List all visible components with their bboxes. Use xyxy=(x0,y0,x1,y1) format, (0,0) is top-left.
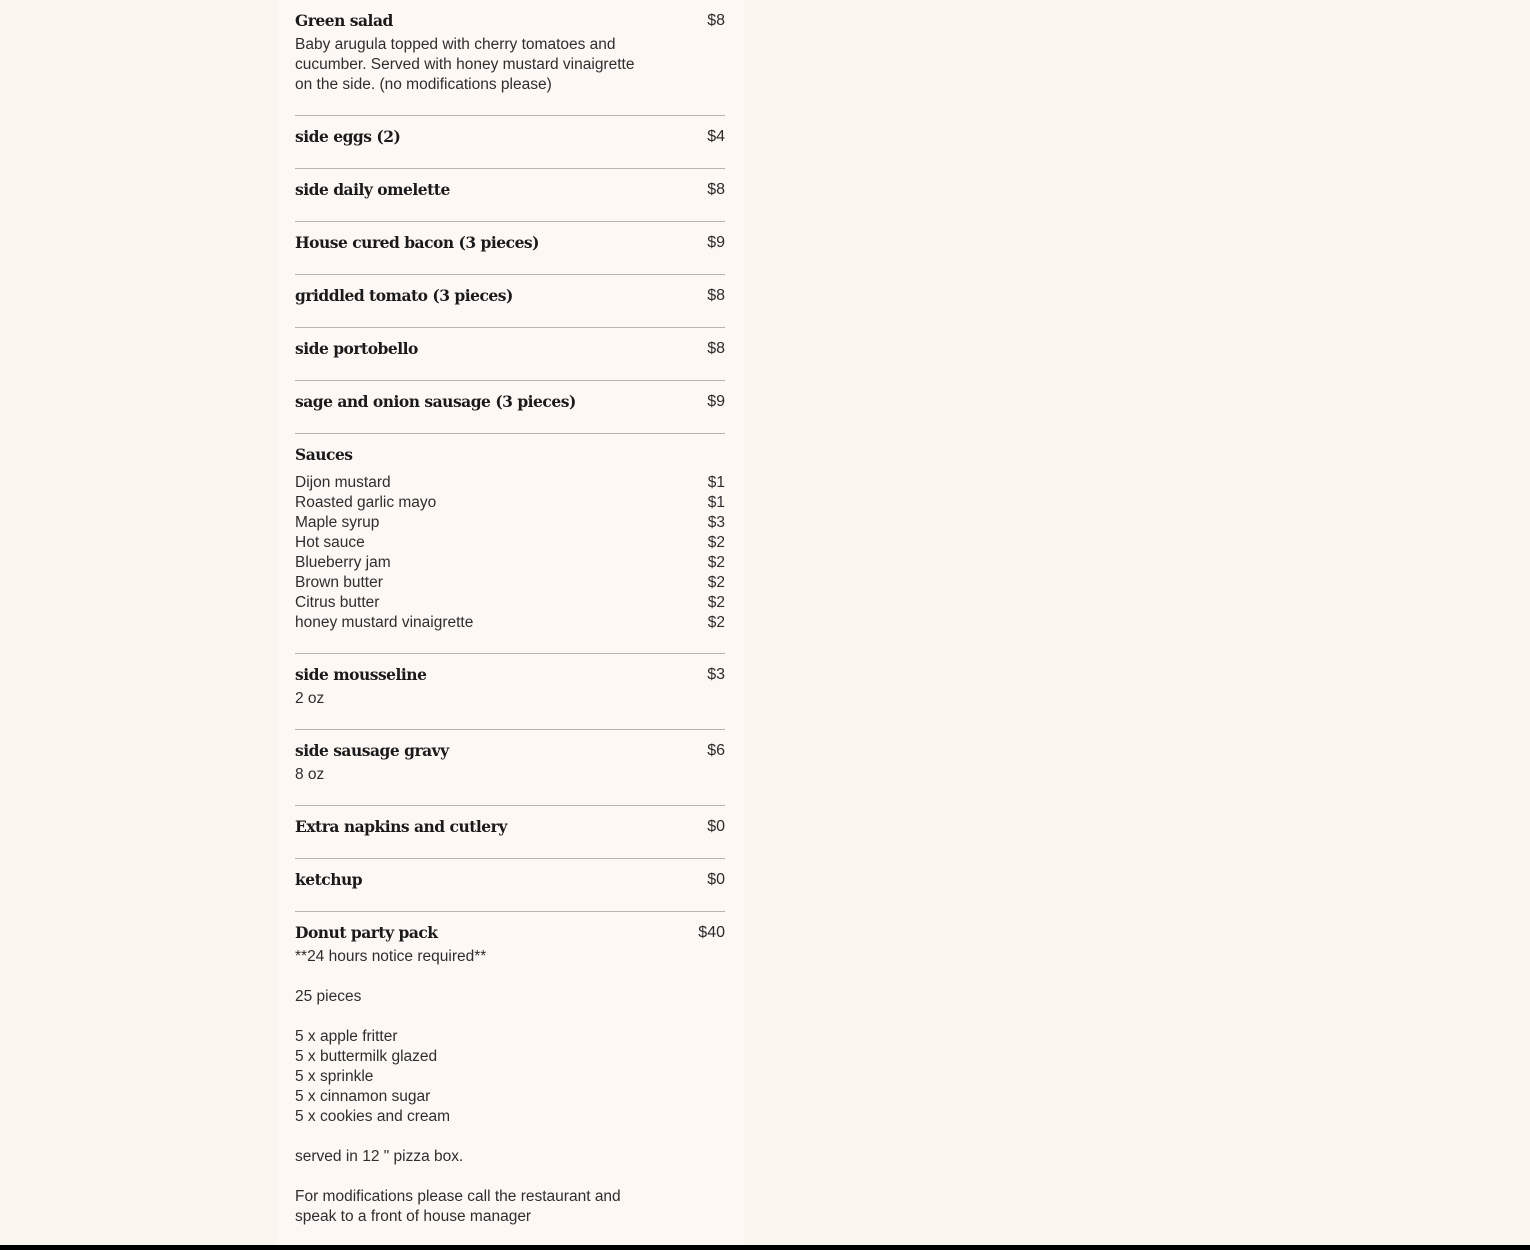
item-description: **24 hours notice required** 25 pieces 5 x apple fritter 5 x buttermilk glazed 5 x sprinkle 5 x cinnamon sugar 5 x cookies and cream served in 12 " pizza box. For modifications please call the restaurant and speak to a front of house manager xyxy=(295,948,621,1225)
sauce-price: $3 xyxy=(707,514,725,531)
menu-item-side-mousseline[interactable] xyxy=(295,654,725,730)
sauce-price: $2 xyxy=(707,574,725,591)
item-name: Green salad xyxy=(295,11,393,30)
menu-item-side-daily-omelette[interactable] xyxy=(295,169,725,222)
item-name: Extra napkins and cutlery xyxy=(295,817,507,836)
sauce-option[interactable] xyxy=(295,613,725,633)
item-price: $40 xyxy=(698,924,725,941)
sauce-price: $2 xyxy=(707,614,725,631)
item-price: $0 xyxy=(707,871,725,888)
menu-section-sauces[interactable] xyxy=(295,434,725,654)
sauce-name: Hot sauce xyxy=(295,534,365,551)
item-name: Donut party pack xyxy=(295,923,438,942)
menu-item-donut-party-pack[interactable] xyxy=(295,912,725,1247)
menu-item-sage-onion-sausage[interactable] xyxy=(295,381,725,434)
menu-item-ketchup[interactable] xyxy=(295,859,725,912)
sauce-option[interactable] xyxy=(295,513,725,533)
item-price: $8 xyxy=(707,181,725,198)
bottom-bar xyxy=(0,1245,1530,1250)
item-name: side sausage gravy xyxy=(295,741,449,760)
item-name: sage and onion sausage (3 pieces) xyxy=(295,392,576,411)
item-name: ketchup xyxy=(295,870,363,889)
item-name: side daily omelette xyxy=(295,180,450,199)
sauce-name: honey mustard vinaigrette xyxy=(295,614,474,631)
item-price: $8 xyxy=(707,340,725,357)
sauce-price: $2 xyxy=(707,594,725,611)
item-price: $9 xyxy=(707,234,725,251)
item-price: $0 xyxy=(707,818,725,835)
sauce-option[interactable] xyxy=(295,593,725,613)
item-name: side portobello xyxy=(295,339,418,358)
item-name: side mousseline xyxy=(295,665,427,684)
menu-item-green-salad[interactable] xyxy=(295,0,725,116)
item-description: 8 oz xyxy=(295,766,325,783)
item-price: $4 xyxy=(707,128,725,145)
sauce-option[interactable] xyxy=(295,473,725,493)
section-title: Sauces xyxy=(295,445,353,464)
item-description: Baby arugula topped with cherry tomatoes and cucumber. Served with honey mustard vinaigrette on the side. (no modifications please) xyxy=(295,36,635,93)
sauce-option[interactable] xyxy=(295,493,725,513)
sauce-list xyxy=(295,473,725,633)
menu-item-side-portobello[interactable] xyxy=(295,328,725,381)
sauce-price: $1 xyxy=(707,494,725,511)
sauce-price: $1 xyxy=(707,474,725,491)
sauce-name: Dijon mustard xyxy=(295,474,391,491)
item-price: $3 xyxy=(707,666,725,683)
item-price: $8 xyxy=(707,287,725,304)
sauce-name: Blueberry jam xyxy=(295,554,391,571)
menu-item-house-cured-bacon[interactable] xyxy=(295,222,725,275)
sauce-option[interactable] xyxy=(295,573,725,593)
item-price: $6 xyxy=(707,742,725,759)
menu-list xyxy=(295,0,725,1247)
sauce-name: Roasted garlic mayo xyxy=(295,494,437,511)
sauce-option[interactable] xyxy=(295,553,725,573)
menu-item-side-eggs[interactable] xyxy=(295,116,725,169)
menu-item-extra-napkins[interactable] xyxy=(295,806,725,859)
menu-item-side-sausage-gravy[interactable] xyxy=(295,730,725,806)
sauce-option[interactable] xyxy=(295,533,725,553)
sauce-name: Brown butter xyxy=(295,574,383,591)
sauce-price: $2 xyxy=(707,534,725,551)
item-name: side eggs (2) xyxy=(295,127,401,146)
item-name: House cured bacon (3 pieces) xyxy=(295,233,539,252)
menu-item-griddled-tomato[interactable] xyxy=(295,275,725,328)
item-price: $9 xyxy=(707,393,725,410)
sauce-name: Maple syrup xyxy=(295,514,380,531)
sauce-name: Citrus butter xyxy=(295,594,380,611)
sauce-price: $2 xyxy=(707,554,725,571)
item-price: $8 xyxy=(707,12,725,29)
item-name: griddled tomato (3 pieces) xyxy=(295,286,513,305)
item-description: 2 oz xyxy=(295,690,325,707)
